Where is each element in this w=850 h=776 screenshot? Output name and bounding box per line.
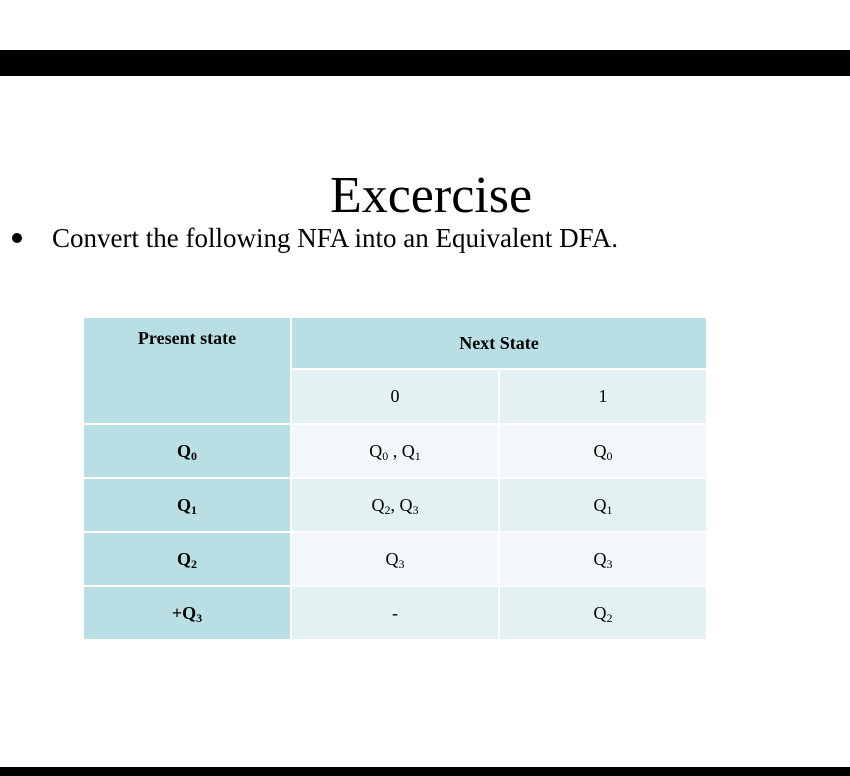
next-state-subscript: 2 xyxy=(384,502,391,517)
bullet-icon xyxy=(12,233,22,243)
state-letter: Q xyxy=(176,494,191,515)
next-state-subscript: 3 xyxy=(412,502,419,517)
separator: , xyxy=(390,494,400,515)
state-letter: Q xyxy=(182,602,197,623)
next-state-subscript: 3 xyxy=(398,556,405,571)
table-row xyxy=(83,424,707,478)
next-state-letter: Q xyxy=(593,494,607,515)
accepting-marker: + xyxy=(171,602,183,623)
next-state-subscript: 0 xyxy=(382,448,389,463)
transition-table xyxy=(82,316,708,641)
input-symbol-1: 1 xyxy=(499,369,707,424)
next-state-letter: Q xyxy=(401,440,415,461)
next-state-letter: Q xyxy=(385,548,399,569)
next-state-letter: Q xyxy=(593,602,607,623)
next-state-header xyxy=(291,317,707,369)
table-row xyxy=(83,586,707,640)
state-cell xyxy=(83,586,291,640)
transition-on-1 xyxy=(499,532,707,586)
state-subscript: 0 xyxy=(191,448,197,463)
bullet-item xyxy=(6,222,618,254)
present-state-header-label: Present state xyxy=(137,328,237,348)
transition-on-0 xyxy=(291,532,499,586)
state-subscript: 1 xyxy=(191,502,197,517)
state-subscript: 2 xyxy=(191,556,197,571)
next-state-subscript: 2 xyxy=(606,610,613,625)
next-state-subscript: 0 xyxy=(606,448,613,463)
state-letter: Q xyxy=(176,440,191,461)
next-state-letter: Q xyxy=(371,494,385,515)
separator: , xyxy=(388,440,402,461)
next-state-subscript: 3 xyxy=(606,556,613,571)
transition-on-0 xyxy=(291,586,499,640)
state-subscript: 3 xyxy=(196,610,203,625)
bullet-text: Convert the following NFA into an Equivalent DFA. xyxy=(52,223,618,253)
next-state-letter: Q xyxy=(369,440,383,461)
transition-on-0 xyxy=(291,478,499,532)
bottom-black-bar xyxy=(0,767,850,776)
next-state-letter: Q xyxy=(593,548,607,569)
present-state-header xyxy=(83,317,291,424)
separator: - xyxy=(392,602,398,623)
top-black-bar xyxy=(0,50,850,76)
state-cell xyxy=(83,478,291,532)
next-state-subscript: 1 xyxy=(606,502,613,517)
state-cell xyxy=(83,424,291,478)
state-cell xyxy=(83,532,291,586)
slide-title: Excercise xyxy=(329,167,533,224)
transition-on-1 xyxy=(499,586,707,640)
transition-on-0 xyxy=(291,424,499,478)
table-row xyxy=(83,478,707,532)
transition-on-1 xyxy=(499,424,707,478)
input-symbol-0: 0 xyxy=(291,369,499,424)
state-letter: Q xyxy=(176,548,191,569)
next-state-letter: Q xyxy=(399,494,413,515)
next-state-letter: Q xyxy=(593,440,607,461)
transition-on-1 xyxy=(499,478,707,532)
next-state-header-label: Next State xyxy=(459,332,539,353)
next-state-subscript: 1 xyxy=(414,448,421,463)
table-row xyxy=(83,532,707,586)
